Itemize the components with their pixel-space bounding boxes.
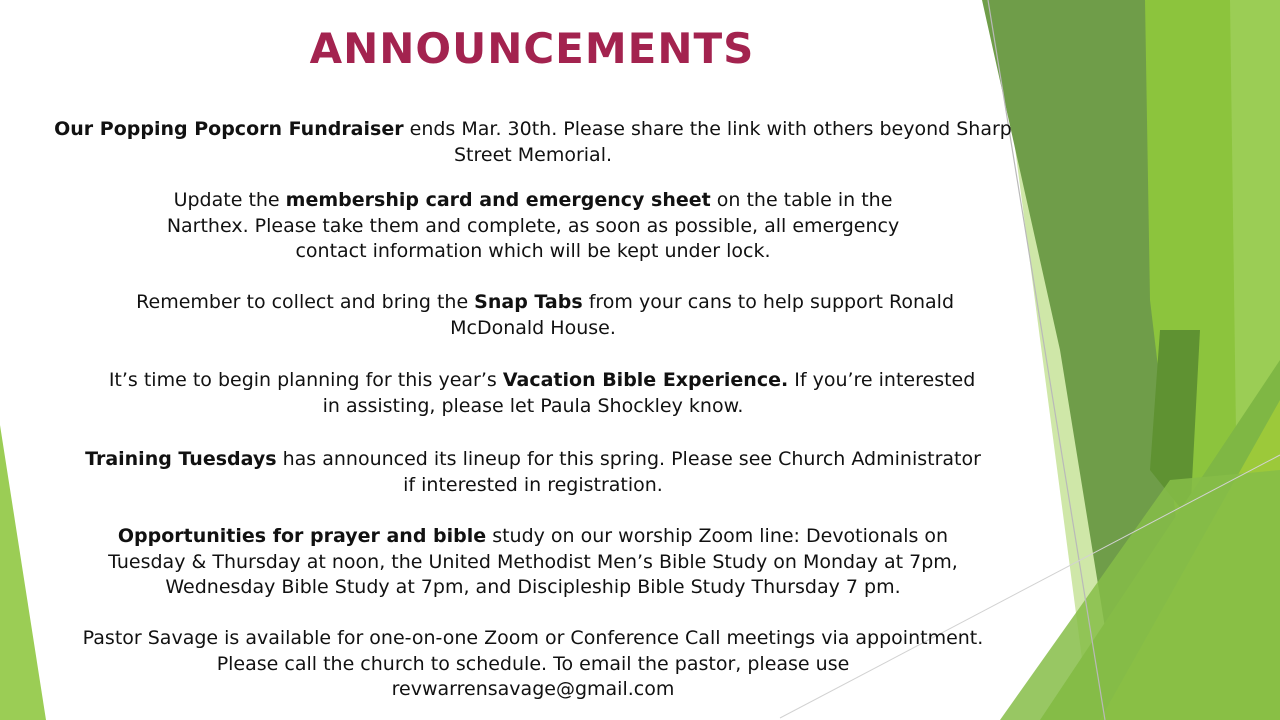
announcement-bold-text: Vacation Bible Experience.: [502, 369, 789, 391]
announcement-text: on the table in the Narthex. Please take them and complete, as soon as possible, all emergency contact information which will be kept under lock.: [166, 189, 900, 262]
page-title: ANNOUNCEMENTS: [309, 24, 755, 73]
announcement-bold-text: Training Tuesdays: [85, 448, 277, 470]
announcement-lead-text: Remember to collect and bring the: [111, 291, 475, 313]
announcement-bold-text: membership card and emergency sheet: [285, 189, 711, 211]
announcement-text: ends Mar. 30th. Please share the link with others beyond Sharp Street Memorial.: [409, 118, 1012, 166]
announcement-text: Pastor Savage is available for one-on-one Zoom or Conference Call meetings via appointment. Please call the church to schedule. To email the pastor, please use revwarrensavage@gmail.com: [82, 627, 984, 700]
announcement-vacation-bible: [30, 368, 1036, 419]
announcement-text: study on our worship Zoom line: Devotionals on Tuesday & Thursday at noon, the United Methodist Men’s Bible Study on Monday at 7pm, Wednesday Bible Study at 7pm, and Discipleship Bible Study Thursday 7 pm.: [108, 525, 958, 598]
announcement-text: from your cans to help support Ronald McDonald House.: [450, 291, 955, 339]
announcement-pastor-savage: [30, 626, 1036, 703]
announcement-bold-text: Our Popping Popcorn Fundraiser: [54, 118, 404, 140]
announcement-popcorn-fundraiser: [30, 117, 1036, 168]
announcement-lead-text: Update the: [173, 189, 286, 211]
announcement-text: has announced its lineup for this spring. Please see Church Administrator if interested in registration.: [282, 448, 981, 496]
announcement-bold-text: Snap Tabs: [474, 291, 583, 313]
announcement-training-tuesdays: [30, 447, 1036, 498]
announcement-lead-text: It’s time to begin planning for this year’s: [90, 369, 503, 391]
announcement-snap-tabs: [30, 290, 1036, 341]
announcement-prayer-bible-study: [30, 524, 1036, 601]
announcement-bold-text: Opportunities for prayer and bible: [117, 525, 487, 547]
announcement-text: If you’re interested in assisting, please let Paula Shockley know.: [322, 369, 976, 417]
announcement-membership-card: [30, 188, 1036, 265]
